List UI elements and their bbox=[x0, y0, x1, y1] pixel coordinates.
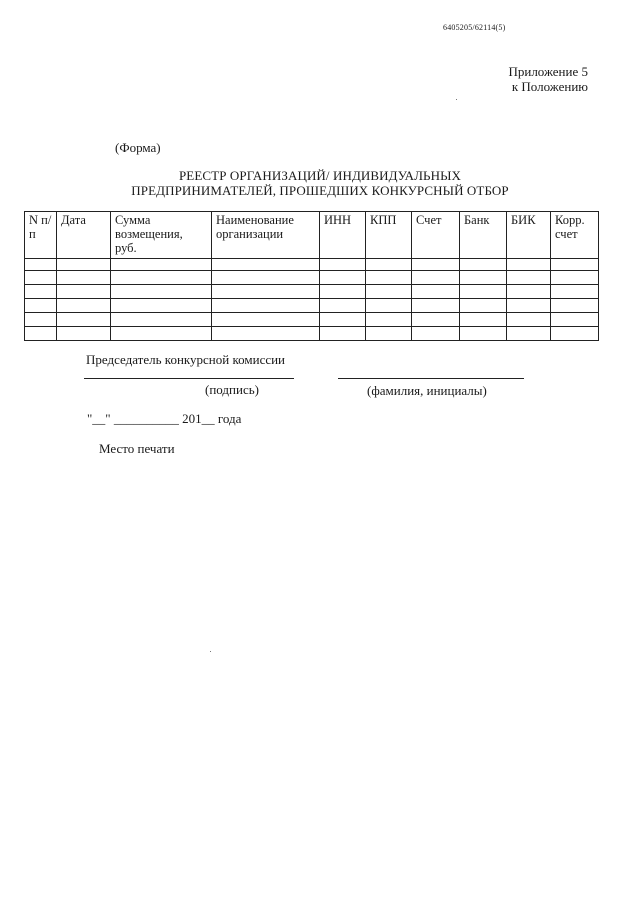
date-field: "__" __________ 201__ года bbox=[87, 411, 242, 426]
table-header-row bbox=[25, 212, 599, 259]
column-header-bank: Банк bbox=[460, 212, 507, 259]
appendix-reference bbox=[508, 64, 588, 94]
column-header-inn: ИНН bbox=[320, 212, 366, 259]
signature-caption: (подпись) bbox=[205, 382, 259, 397]
registry-table bbox=[24, 211, 599, 341]
column-header-corr-account: Корр. счет bbox=[551, 212, 599, 259]
column-header-organization: Наименование организации bbox=[212, 212, 320, 259]
scan-speck bbox=[456, 99, 457, 100]
chairman-label: Председатель конкурсной комиссии bbox=[86, 352, 286, 367]
table-row bbox=[25, 299, 599, 313]
name-line bbox=[338, 378, 524, 379]
form-label: (Форма) bbox=[115, 140, 161, 155]
appendix-number: Приложение 5 bbox=[508, 64, 588, 79]
seal-place-label: Место печати bbox=[99, 441, 175, 456]
title-line-1: РЕЕСТР ОРГАНИЗАЦИЙ/ ИНДИВИДУАЛЬНЫХ bbox=[178, 168, 462, 183]
column-header-kpp: КПП bbox=[366, 212, 412, 259]
column-header-bik: БИК bbox=[507, 212, 551, 259]
column-header-date: Дата bbox=[57, 212, 111, 259]
scan-speck bbox=[210, 651, 211, 652]
title-line-2: ПРЕДПРИНИМАТЕЛЕЙ, ПРОШЕДШИХ КОНКУРСНЫЙ ОТБОР bbox=[131, 183, 509, 198]
column-header-amount: Сумма возмещения, руб. bbox=[111, 212, 212, 259]
table-row bbox=[25, 313, 599, 327]
table-row bbox=[25, 327, 599, 341]
table-row bbox=[25, 271, 599, 285]
column-header-number: N п/п bbox=[25, 212, 57, 259]
appendix-regulation: к Положению bbox=[511, 79, 588, 94]
table-row bbox=[25, 285, 599, 299]
document-title bbox=[100, 168, 540, 198]
table-row bbox=[25, 259, 599, 271]
column-header-account: Счет bbox=[412, 212, 460, 259]
signature-line bbox=[84, 378, 294, 379]
name-caption: (фамилия, инициалы) bbox=[367, 383, 487, 398]
document-code: 6405205/62114(5) bbox=[443, 23, 506, 32]
